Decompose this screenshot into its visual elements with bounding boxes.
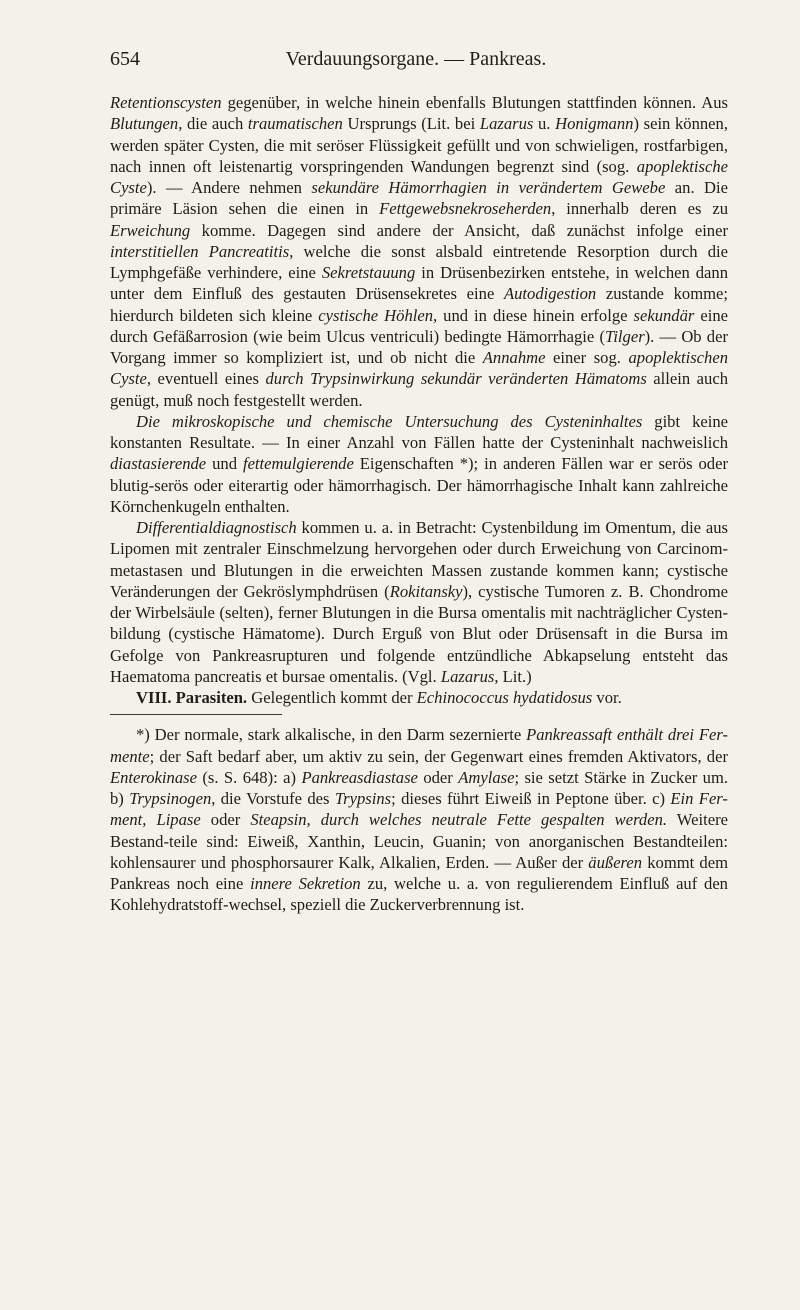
- text-span: ), cystische Tumoren z. B. Chondrome der Wirbelsäule (selten), ferner Blutungen in die Bursa omentalis mit nachträglicher Cysten-bildung (cystische Hämatome). Durch Erguß von Blut oder Drüsensaft in die Bursa im Gefolge von Pankreasrupturen und folgende entzündliche Abkapselung entsteht das Haematoma pancreatis et bursae omentalis. (Vgl.: [110, 581, 728, 686]
- text-span: zu, welche u. a. von regulierendem Einfluß auf den Kohlehydratstoff-wechsel, speziell die Zuckerverbrennung ist.: [110, 874, 728, 915]
- text-span: , die Vorstufe des: [211, 789, 335, 808]
- footnote-divider: [110, 714, 282, 715]
- text-span: an. Die primäre Läsion sehen die einen in: [110, 178, 728, 219]
- text-span: äußeren: [588, 852, 643, 872]
- text-span: Honigmann: [555, 114, 634, 134]
- text-span: zustande komme; hierdurch bildeten sich kleine: [110, 284, 728, 325]
- text-span: Trypsins: [334, 789, 392, 808]
- text-span: Annahme: [482, 348, 546, 367]
- text-span: ; der Saft bedarf aber, um aktiv zu sein, der Gegenwart eines fremden Aktivators, der: [149, 746, 728, 766]
- text-span: Fettgewebsnekroseherden: [379, 199, 552, 219]
- paragraph-retention-cysts: [110, 92, 728, 411]
- text-span: Rokitansky: [389, 581, 463, 601]
- text-span: vor.: [592, 688, 622, 707]
- page-number: 654: [110, 48, 140, 70]
- text-span: ) sein können, werden später Cysten, die mit seröser Flüssigkeit gefüllt und von schwieligen, rostfarbigen, nach innen oft leistenartig vorspringenden Wandungen begrenzt sind (sog.: [110, 114, 728, 176]
- text-span: Die mikroskopische und chemische Untersuchung des Cysteninhaltes: [136, 411, 643, 431]
- text-span: Pankreasdiastase: [301, 767, 418, 787]
- text-span: Eigenschaften *); in anderen Fällen war er serös oder blutig-serös oder eiterartig oder hämorrhagisch. Der hämorrhagische Inhalt kann zahlreiche Körnchenkugeln enthalten.: [110, 454, 728, 516]
- text-span: Steapsin, durch welches neutrale Fette gespalten werden.: [250, 810, 668, 830]
- text-span: Trypsinogen: [129, 789, 212, 808]
- text-span: ; dieses führt Eiweiß in Peptone über. c): [391, 789, 671, 808]
- text-span: (s. S. 648): a): [196, 767, 302, 787]
- page-header: [110, 44, 722, 74]
- text-span: apoplektische Cyste: [110, 156, 728, 197]
- text-span: Weitere Bestand-teile sind: Eiweiß, Xanthin, Leucin, Guanin; von anorganischen Bestandteilen: kohlensaurer und phosphorsaurer Kalk, Alkalien, Erden. — Außer der: [110, 810, 728, 872]
- text-span: , welche die sonst alsbald eintretende Resorption durch die Lymphgefäße verhindere, eine: [110, 241, 728, 282]
- text-span: Lazarus: [440, 666, 495, 686]
- text-span: apoplektischen Cyste: [110, 348, 728, 389]
- text-span: Differentialdiagnostisch: [136, 518, 297, 537]
- text-span: eine durch Gefäßarrosion (wie beim Ulcus ventriculi) bedingte Hämorrhagie (: [110, 305, 728, 346]
- text-span: Pankreassaft enthält drei Fer-mente: [110, 725, 728, 766]
- section-heading: VIII. Parasiten.: [136, 688, 248, 707]
- text-span: komme. Dagegen sind andere der Ansicht, daß zunächst infolge einer: [190, 220, 728, 240]
- text-span: gegenüber, in welche hinein ebenfalls Blutungen stattfinden können. Aus: [221, 93, 728, 112]
- text-span: , eventuell eines: [146, 369, 266, 389]
- text-span: innere Sekretion: [250, 874, 361, 893]
- text-span: Echinococcus hydatidosus: [416, 688, 593, 707]
- text-span: kommen u. a. in Betracht: Cystenbildung im Omentum, die aus Lipomen mit zentraler Einschmelzung hervorgehen oder durch Erweichung von Carcinom-metastasen und Blutungen in die erweichten Massen zustande kommen kann; cystische Veränderungen der Gekröslymphdrüsen (: [110, 518, 728, 601]
- text-span: ). — Ob der Vorgang immer so kompliziert ist, und ob nicht die: [110, 326, 728, 367]
- text-span: fettemulgierende: [242, 454, 354, 474]
- text-span: Amylase: [458, 767, 515, 787]
- text-span: , und in diese hinein erfolge: [433, 305, 634, 325]
- text-span: gibt keine konstanten Resultate. — In einer Anzahl von Fällen hatte der Cysteninhalt nachweislich: [110, 411, 729, 452]
- text-span: Sekretstauung: [321, 263, 416, 282]
- text-span: und: [206, 454, 243, 474]
- text-span: ). — Andere nehmen: [146, 178, 312, 197]
- text-span: diastasierende: [110, 454, 207, 474]
- body-text: [110, 92, 728, 916]
- text-span: kommt dem Pankreas noch eine: [110, 852, 728, 893]
- text-span: Enterokinase: [110, 767, 197, 787]
- text-span: Ein Fer-ment, Lipase: [110, 789, 728, 830]
- text-span: Tilger: [605, 326, 645, 346]
- text-span: interstitiellen Pancreatitis: [110, 241, 290, 261]
- running-title: Verdauungsorgane. — Pankreas.: [285, 48, 547, 70]
- text-span: , die auch: [178, 114, 248, 134]
- footnote-paragraph: [110, 724, 728, 915]
- text-span: oder: [200, 810, 251, 830]
- text-span: Lazarus: [479, 114, 534, 134]
- text-span: *) Der normale, stark alkalische, in den Darm sezernierte: [136, 725, 527, 745]
- text-span: Autodigestion: [504, 284, 597, 304]
- text-span: in Drüsenbezirken entstehe, in welchen dann unter dem Einfluß des gestauten Drüsensekretes eine: [110, 263, 728, 304]
- text-span: sekundäre Hämorrhagien in verändertem Gewebe: [311, 178, 666, 197]
- text-span: allein auch genügt, muß noch festgestellt werden.: [110, 369, 728, 410]
- text-span: Gelegentlich kommt der: [247, 688, 417, 707]
- text-span: sekundär: [633, 305, 695, 325]
- text-span: Retentionscysten: [110, 93, 222, 112]
- text-span: oder: [417, 767, 459, 787]
- text-span: , Lit.): [494, 666, 532, 686]
- text-span: traumatischen: [247, 114, 343, 134]
- text-span: ; sie setzt Stärke in Zucker um. b): [110, 767, 728, 808]
- footnote: [110, 724, 728, 915]
- text-span: durch Trypsinwirkung sekundär veränderten Hämatoms: [265, 369, 647, 389]
- paragraph-investigation: [110, 411, 728, 517]
- text-span: Blutungen: [110, 114, 179, 134]
- text-span: einer sog.: [545, 348, 629, 367]
- paragraph-parasites: [110, 687, 728, 708]
- text-span: Erweichung: [110, 220, 191, 240]
- text-span: , innerhalb deren es zu: [551, 199, 728, 219]
- text-span: Ursprungs (Lit. bei: [342, 114, 480, 134]
- text-span: cystische Höhlen: [318, 305, 434, 325]
- paragraph-differential-diagnosis: [110, 517, 728, 687]
- text-span: u.: [533, 114, 556, 134]
